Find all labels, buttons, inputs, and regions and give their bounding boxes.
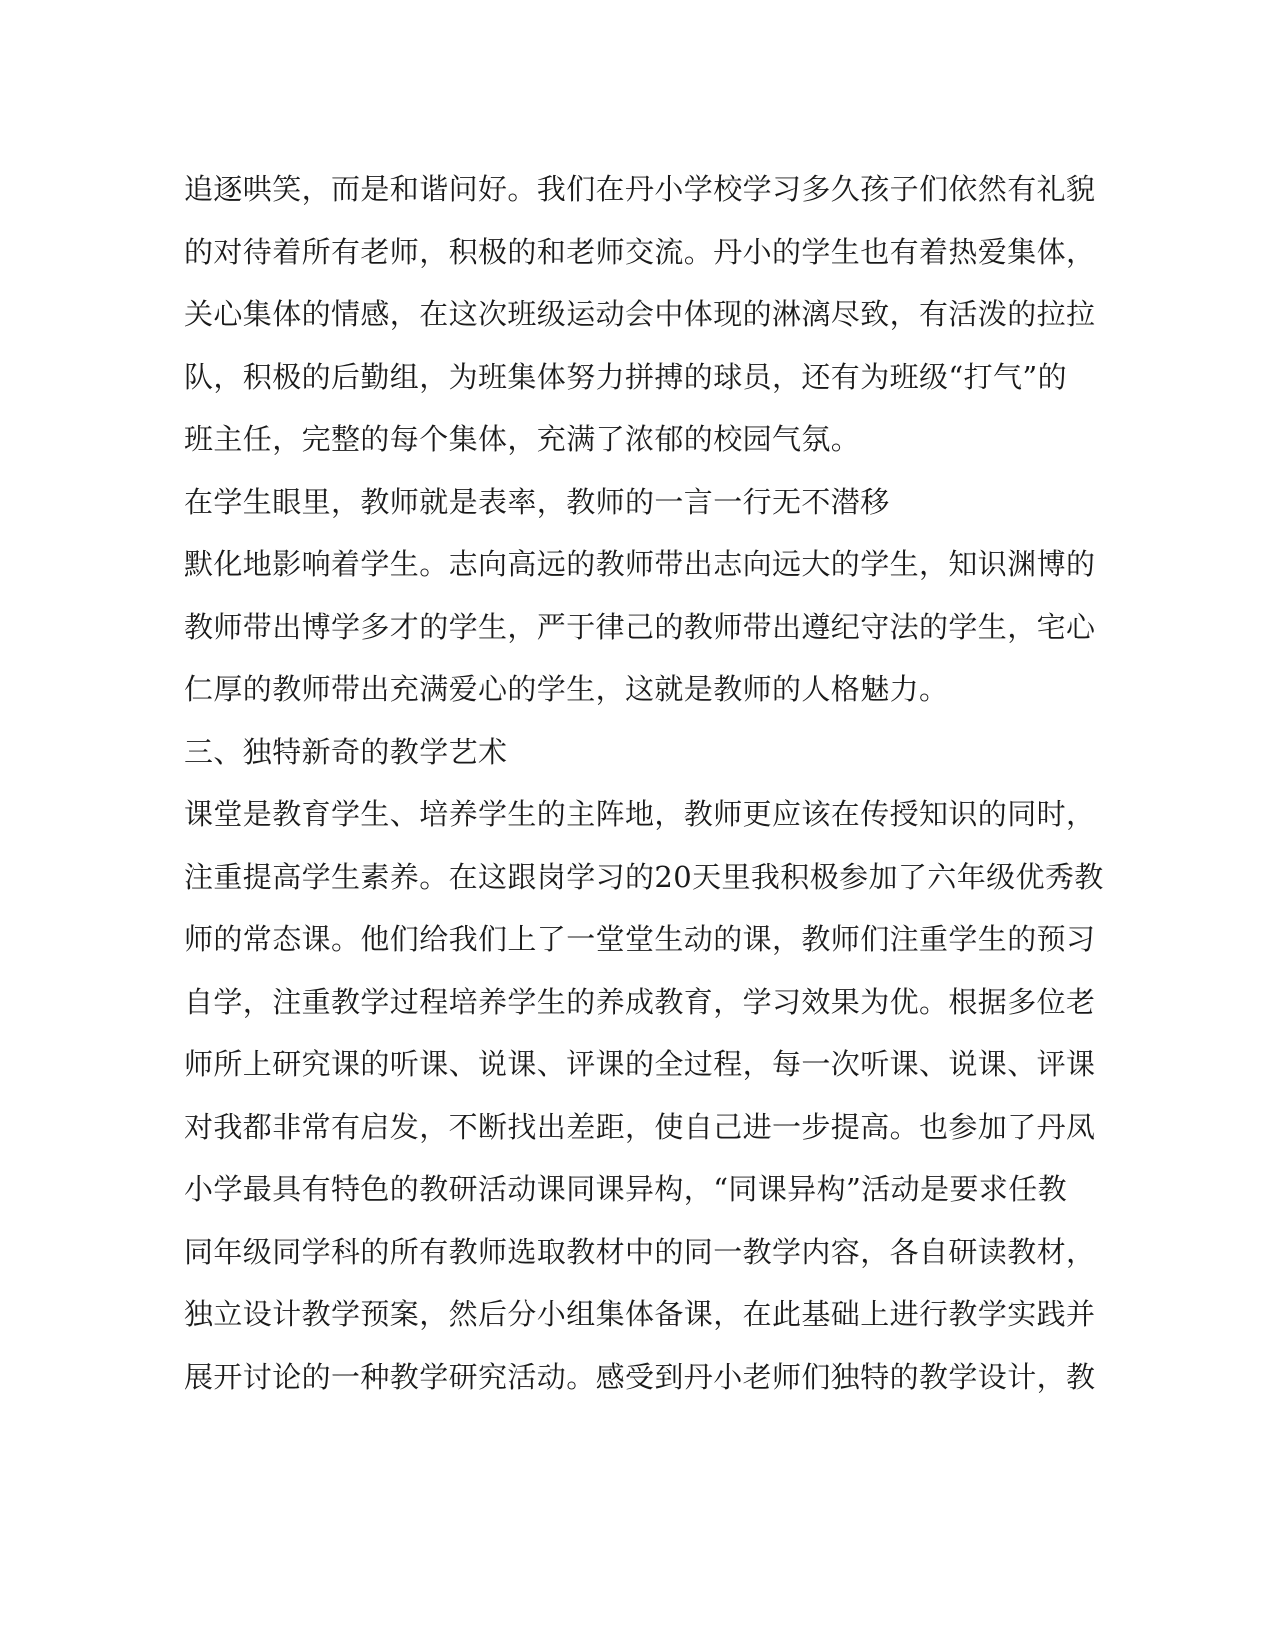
section-heading: 三、独特新奇的教学艺术 bbox=[184, 734, 508, 769]
text-line: 同年级同学科的所有教师选取教材中的同一教学内容，各自研读教材， bbox=[184, 1234, 1096, 1269]
text-line: 自学，注重教学过程培养学生的养成教育，学习效果为优。根据多位老 bbox=[184, 984, 1096, 1019]
text-line: 师的常态课。他们给我们上了一堂堂生动的课，教师们注重学生的预习 bbox=[184, 922, 1096, 956]
text-line: 展开讨论的一种教学研究活动。感受到丹小老师们独特的教学设计，教 bbox=[184, 1359, 1096, 1394]
text-line: 对我都非常有启发，不断找出差距，使自己进一步提高。也参加了丹凤 bbox=[184, 1109, 1096, 1144]
text-line: 关心集体的情感，在这次班级运动会中体现的淋漓尽致，有活泼的拉拉 bbox=[184, 297, 1096, 331]
text-line: 在学生眼里，教师就是表率，教师的一言一行无不潜移 bbox=[184, 484, 890, 519]
text-line: 队，积极的后勤组，为班集体努力拼搏的球员，还有为班级“打气”的 bbox=[184, 359, 1068, 394]
text-line: 班主任，完整的每个集体，充满了浓郁的校园气氛。 bbox=[184, 422, 861, 456]
text-line: 师所上研究课的听课、说课、评课的全过程，每一次听课、说课、评课 bbox=[184, 1047, 1096, 1081]
text-line: 课堂是教育学生、培养学生的主阵地，教师更应该在传授知识的同时， bbox=[184, 797, 1096, 831]
text-line: 独立设计教学预案，然后分小组集体备课，在此基础上进行教学实践并 bbox=[184, 1297, 1096, 1331]
text-line: 注重提高学生素养。在这跟岗学习的20天里我积极参加了六年级优秀教 bbox=[184, 859, 1104, 894]
text-line: 的对待着所有老师，积极的和老师交流。丹小的学生也有着热爱集体， bbox=[184, 234, 1096, 269]
text-line: 小学最具有特色的教研活动课同课异构，“同课异构”活动是要求任教 bbox=[184, 1172, 1068, 1206]
text-line: 追逐哄笑，而是和谐问好。我们在丹小学校学习多久孩子们依然有礼貌 bbox=[184, 172, 1096, 206]
text-line: 仁厚的教师带出充满爱心的学生，这就是教师的人格魅力。 bbox=[184, 672, 949, 706]
body-text bbox=[184, 158, 1104, 1408]
text-line: 教师带出博学多才的学生，严于律己的教师带出遵纪守法的学生，宅心 bbox=[184, 609, 1096, 644]
text-line: 默化地影响着学生。志向高远的教师带出志向远大的学生，知识渊博的 bbox=[184, 547, 1096, 581]
